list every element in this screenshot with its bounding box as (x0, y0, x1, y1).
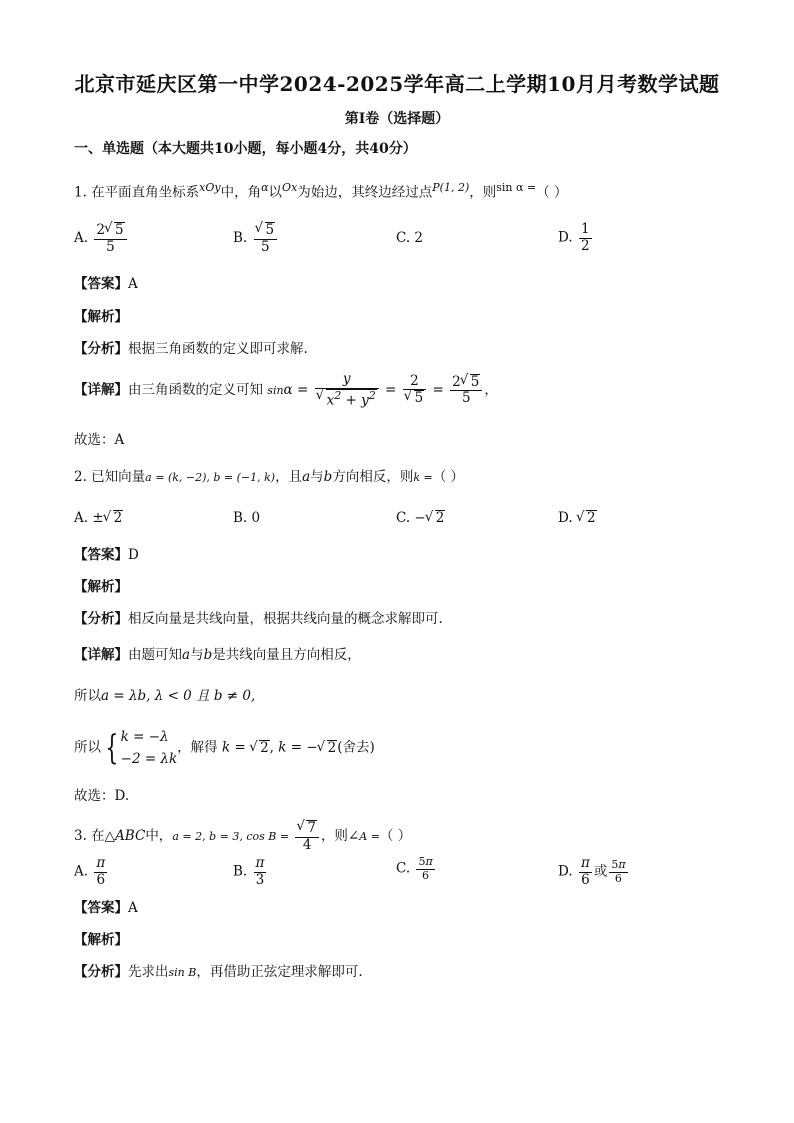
q1-choose: 故选：A (74, 432, 125, 448)
q1-analysis-label: 【解析】 (74, 309, 128, 325)
q1-option-a: A. $\frac{2√ 5}{5}$ (74, 222, 129, 255)
q2-condition: 所以a = λb, λ < 0 且 b ≠ 0, (74, 688, 256, 704)
q3-option-c: C. $\frac{5\pi}{6}$ (396, 855, 433, 882)
q3-fenxi: 【分析】先求出sin B，再借助正弦定理求解即可. (74, 964, 363, 980)
q3-stem: 3. 在△ABC中，a = 2, b = 3, cos B = √ $\frac{7}{4}$ ，则∠A =（ ） (74, 820, 411, 853)
q1-option-b: B. √ $\frac{5}{5}$ (233, 222, 279, 255)
q1-answer: 【答案】A (74, 276, 138, 292)
q1-stem: 1. 在平面直角坐标系$^{xOy}$中，角$^\alpha$以$^{Ox}$为始边，其终边经过点$^{P(1, 2)}$，则$^{sin \alpha =}$（ ） (74, 181, 568, 201)
q2-option-d: D. √ 2 (558, 510, 597, 526)
q3-option-a: A. $\frac{\pi}{6}$ (74, 855, 106, 888)
page-title: 北京市延庆区第一中学2024-2025学年高二上学期10月月考数学试题 (74, 72, 720, 96)
q2-choose: 故选：D. (74, 788, 130, 804)
q2-fenxi: 【分析】相反向量是共线向量，根据共线向量的概念求解即可. (74, 611, 443, 627)
volume-subtitle: 第I卷（选择题） (344, 111, 450, 127)
q1-option-c: C. 2 (396, 230, 424, 246)
q3-analysis-label: 【解析】 (74, 932, 128, 948)
q3-answer: 【答案】A (74, 900, 138, 916)
q2-detail: 【详解】由题可知a与b是共线向量且方向相反， (74, 647, 361, 663)
q2-option-c: C. −√ 2 (396, 510, 445, 526)
q3-option-d: D. $\frac{\pi}{6}$ 或 $\frac{5\pi}{6}$ (558, 855, 626, 888)
q3-option-b: B. $\frac{\pi}{3}$ (233, 855, 265, 888)
q2-stem: 2. 已知向量a = (k, −2), b = (−1, k)，且a与b方向相反，则k =（ ） (74, 469, 465, 485)
q2-option-b: B. 0 (233, 510, 261, 526)
q2-analysis-label: 【解析】 (74, 579, 128, 595)
q2-option-a: A. ±√ 2 (74, 510, 123, 526)
q1-option-d: D. $\frac{1}{2}$ (558, 221, 590, 254)
q1-fenxi: 【分析】根据三角函数的定义即可求解. (74, 341, 308, 357)
q1-detail: 【详解】由三角函数的定义可知 sinα = y √ $x^2 + y^2$ = 2 √ 5 = $\frac{2√ 5}{5}$ ， (74, 372, 498, 409)
section-heading: 一、单选题（本大题共10小题，每小题4分，共40分） (74, 141, 417, 157)
q2-answer: 【答案】D (74, 547, 139, 563)
q2-system: 所以 { k = −λ −2 = λk ，解得 k = √ 2, k = −√ 2(舍去) (74, 726, 375, 770)
